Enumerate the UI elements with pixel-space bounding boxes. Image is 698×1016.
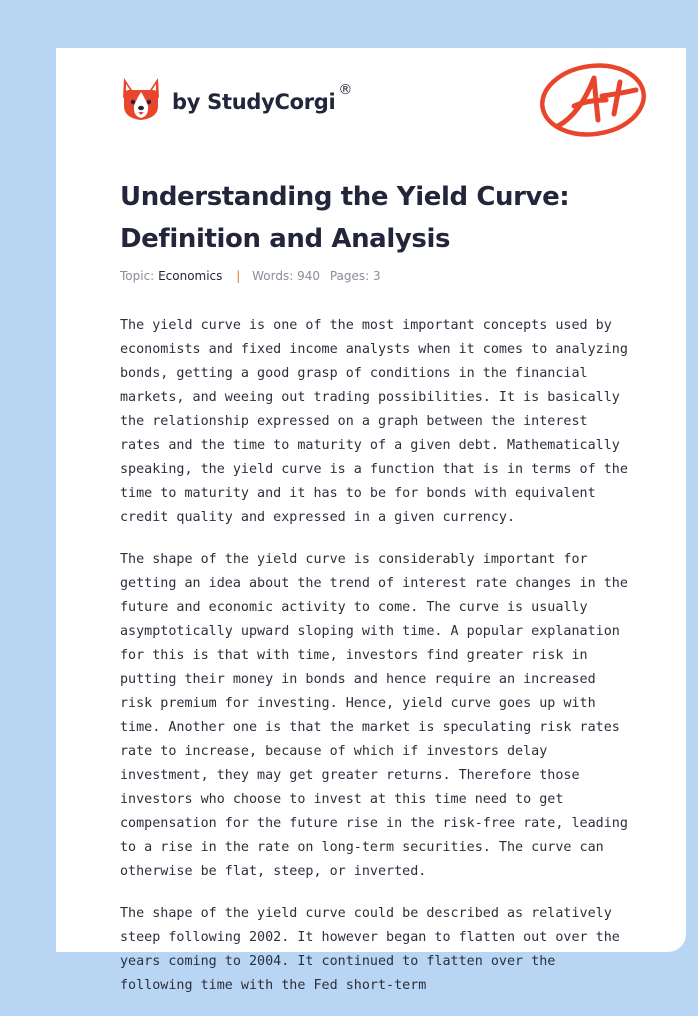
topic-label: Topic: xyxy=(120,269,155,283)
paragraph: The yield curve is one of the most important concepts used by economists and fixed income analysts when it comes to analyzing bonds, getting a good grasp of conditions in the financial markets, and weeing out trading possibilities. It is basically the relationship expressed on a graph between the interest rates and the time to maturity of a given debt. Mathematically speaking, the yield curve is a function that is in terms of the time to maturity and it has to be for bonds with equivalent credit quality and expressed in a given currency. xyxy=(120,318,628,525)
words-label: Words: xyxy=(252,269,294,283)
meta-separator: | xyxy=(236,269,241,283)
document-meta xyxy=(120,269,381,283)
page-title: Understanding the Yield Curve: Definition and Analysis xyxy=(120,182,570,254)
studycorgi-logo[interactable] xyxy=(120,76,352,122)
essay-body xyxy=(120,314,632,1016)
registered-mark: ® xyxy=(338,82,353,98)
brand-name: by StudyCorgi xyxy=(172,90,336,114)
pages-label: Pages: xyxy=(329,269,370,283)
a-plus-grade-icon xyxy=(536,60,650,140)
pages-count: 3 xyxy=(373,269,381,283)
document-card xyxy=(56,48,686,993)
corgi-icon xyxy=(120,76,162,122)
paragraph: The shape of the yield curve could be described as relatively steep following 2002. It however began to flatten out over the years coming to 2004. It continued to flatten over the following time with the Fed short-term xyxy=(120,906,620,993)
words-count: 940 xyxy=(297,269,320,283)
topic-link[interactable]: Economics xyxy=(158,269,223,283)
paragraph: The shape of the yield curve is considerably important for getting an idea about the trend of interest rate changes in the future and economic activity to come. The curve is usually asymptotically upward sloping with time. A popular explanation for this is that with time, investors find greater risk in putting their money in bonds and hence require an increased risk premium for investing. Hence, yield curve goes up with time. Another one is that the market is speculating risk rates rate to increase, because of which if investors delay investment, they may get greater returns. Therefore those investors who choose to invest at this time need to get compensation for the future rise in the risk-free rate, leading to a rise in the rate on long-term securities. The curve can otherwise be flat, steep, or inverted. xyxy=(120,552,628,879)
